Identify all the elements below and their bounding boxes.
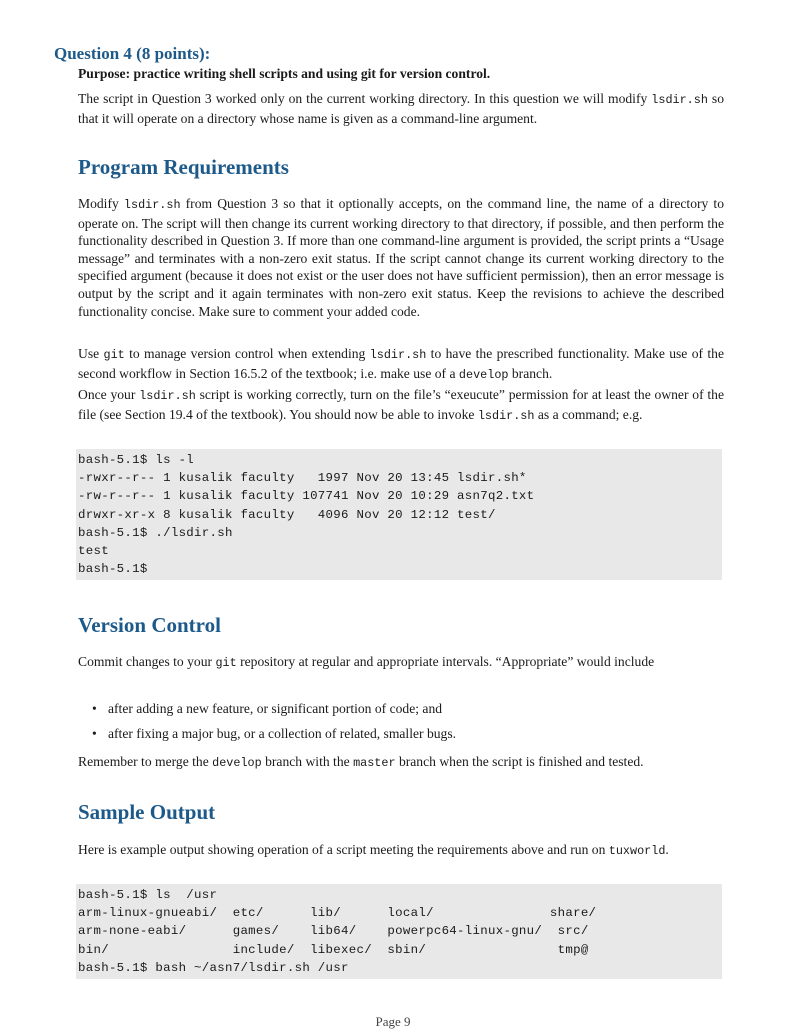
version-control-paragraph-2: Remember to merge the develop branch with the master branch when the script is finished and tested.: [78, 754, 644, 770]
requirements-paragraph-2: Use git to manage version control when extending lsdir.sh to have the prescribed functionality. Make use of the second workflow in Section 16.5.2 of the textbook; i.e. make use of a develop branch.: [78, 346, 724, 382]
inline-code: develop: [458, 367, 509, 382]
requirements-paragraph-1: Modify lsdir.sh from Question 3 so that it optionally accepts, on the command line, the name of a directory to operate on. The script will then change its current working directory to that directory, if possible, and then perform the functionality described in Question 3. If more than one command-line argument is provided, the script prints a “Usage message” and terminates with a non-zero exit status. If the script cannot change its current working directory to the specified argument (because it does not exist or the user does not have sufficient permission), then an error message is output by the script and it again terminates with non-zero exit status. Keep the revisions to achieve the described functionality concise. Make sure to comment your added code.: [78, 196, 725, 319]
inline-code: develop: [212, 756, 262, 770]
terminal-text: bash-5.1$ ls /usr arm-linux-gnueabi/ etc/ lib/ local/ share/ arm-none-eabi/ games/ lib64/ powerpc64-linux-gnu/ src/ bin/ include/ libexec/ sbin/ tmp@ bash-5.1$ bash ~/asn7/lsdir.sh /usr: [78, 888, 597, 975]
commit-guidelines-list: [90, 700, 710, 749]
question-title: Question 4 (8 points):: [54, 44, 211, 63]
terminal-example-1: [76, 449, 722, 580]
heading-sample-output: Sample Output: [78, 800, 216, 824]
inline-code: lsdir.sh: [123, 198, 181, 212]
inline-code: master: [353, 756, 396, 770]
requirements-paragraph-3: Once your lsdir.sh script is working correctly, turn on the file’s “exeucute” permission for at least the owner of the file (see Section 19.4 of the textbook). You should now be able to invoke lsdir.sh as a command; e.g.: [78, 387, 724, 423]
terminal-example-2: [76, 884, 722, 979]
inline-code: tuxworld: [608, 844, 666, 858]
heading-program-requirements: Program Requirements: [78, 155, 289, 179]
version-control-paragraph-1: Commit changes to your git repository at regular and appropriate intervals. “Appropriate” would include: [78, 654, 655, 670]
list-item: • after fixing a major bug, or a collection of related, smaller bugs.: [90, 725, 710, 743]
purpose-line: Purpose: practice writing shell scripts and using git for version control.: [78, 66, 491, 81]
heading-version-control: Version Control: [78, 613, 221, 637]
page-number: Page 9: [375, 1014, 411, 1029]
inline-code: lsdir.sh: [651, 93, 708, 107]
list-item: • after adding a new feature, or significant portion of code; and: [90, 700, 710, 718]
terminal-text: bash-5.1$ ls -l -rwxr--r-- 1 kusalik faculty 1997 Nov 20 13:45 lsdir.sh* -rw-r--r-- 1 kusalik faculty 107741 Nov 20 10:29 asn7q2.txt drwxr-xr-x 8 kusalik faculty 4096 Nov 20 12:12 test/ bash-5.1$ ./lsdir.sh test bash-5.1$: [78, 453, 535, 577]
intro-paragraph: The script in Question 3 worked only on the current working directory. In this question we will modify lsdir.sh so that it will operate on a directory whose name is given as a command-line argument.: [78, 91, 724, 126]
inline-code: git: [215, 656, 237, 670]
sample-output-paragraph: Here is example output showing operation of a script meeting the requirements above and run on tuxworld.: [78, 842, 669, 858]
inline-code: lsdir.sh: [369, 348, 427, 362]
inline-code: git: [103, 348, 125, 362]
inline-code: lsdir.sh: [477, 408, 535, 423]
inline-code: lsdir.sh: [139, 389, 196, 403]
